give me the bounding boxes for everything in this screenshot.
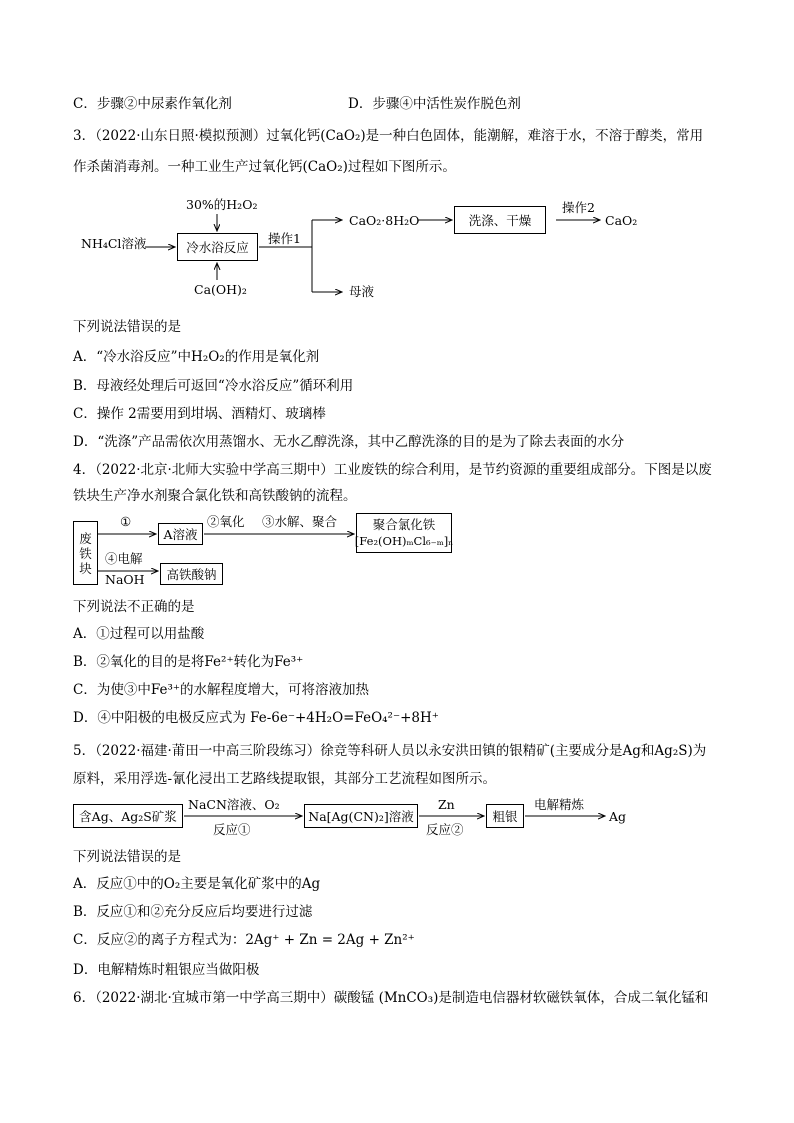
q3-flow-nh4cl: NH₄Cl溶液 [81, 236, 147, 251]
q4-flow-step1: ① [120, 514, 132, 529]
q5-flow-reaction2: 反应② [426, 822, 464, 837]
q3-stem-line1: 3．（2022·山东日照·模拟预测）过氧化钙(CaO₂)是一种白色固体，能潮解，难溶于水，不溶于醇类，常用 [73, 128, 704, 144]
q3-flow-final: CaO₂ [605, 213, 638, 228]
q4-flow-product-formula: [Fe₂(OH)ₘCl₆₋ₘ]ₙ [354, 534, 454, 548]
q3-option-c: C．操作 2需要用到坩埚、酒精灯、玻璃棒 [73, 406, 326, 422]
q5-option-a: A．反应①中的O₂主要是氧化矿浆中的Ag [73, 876, 321, 892]
q5-flow-ore: 含Ag、Ag₂S矿浆 [79, 809, 177, 824]
q5-question: 下列说法错误的是 [73, 849, 181, 865]
q5-flow-reagent2: Zn [438, 797, 455, 812]
q4-option-d: D．④中阳极的电极反应式为 Fe-6e⁻+4H₂O=FeO₄²⁻+8H⁺ [73, 710, 439, 726]
q5-flow-complex: Na[Ag(CN)₂]溶液 [308, 809, 414, 824]
q3-option-a: A．“冷水浴反应”中H₂O₂的作用是氧化剂 [73, 349, 320, 365]
q3-option-b: B．母液经处理后可返回“冷水浴反应”循环利用 [73, 378, 354, 394]
q4-option-c: C．为使③中Fe³⁺的水解程度增大，可将溶液加热 [73, 682, 369, 698]
q4-flow-ferrate: 高铁酸钠 [166, 567, 217, 582]
q3-flow-reactor: 冷水浴反应 [186, 240, 249, 255]
q5-flow-reagent1: NaCN溶液、O₂ [188, 797, 280, 812]
q4-stem-line2: 铁块生产净水剂聚合氯化铁和高铁酸钠的流程。 [73, 488, 357, 504]
q3-option-d: D．“洗涤”产品需依次用蒸馏水、无水乙醇洗涤，其中乙醇洗涤的目的是为了除去表面的水分 [73, 434, 625, 450]
q3-flow-wash: 洗涤、干燥 [468, 213, 532, 228]
q5-option-d: D．电解精炼时粗银应当做阳极 [73, 962, 260, 978]
q4-flow-step2: ②氧化 [207, 514, 245, 529]
q5-stem-line2: 原料，采用浮选-氰化浸出工艺路线提取银，其部分工艺流程如图所示。 [73, 771, 497, 787]
q5-option-c: C．反应②的离子方程式为：2Ag⁺ + Zn = 2Ag + Zn²⁺ [73, 932, 415, 948]
q4-flow-a: A溶液 [163, 527, 198, 542]
q5-flow-crude: 粗银 [492, 809, 518, 824]
q4-option-a: A．①过程可以用盐酸 [73, 626, 205, 642]
q3-flow-op1: 操作1 [268, 231, 301, 246]
q3-question: 下列说法错误的是 [73, 319, 181, 335]
q5-option-b: B．反应①和②充分反应后均要进行过滤 [73, 904, 313, 920]
q4-flow-source: 废铁块 [79, 530, 92, 576]
q3-flow-caoh2: Ca(OH)₂ [194, 282, 247, 297]
q4-flow-product-name: 聚合氯化铁 [372, 517, 436, 532]
q4-flow-step3: ③水解、聚合 [262, 514, 338, 529]
q3-flow-h2o2: 30%的H₂O₂ [186, 197, 258, 212]
q5-flow-reaction1: 反应① [213, 822, 251, 837]
q4-flow-naoh: NaOH [105, 572, 145, 587]
q4-question: 下列说法不正确的是 [73, 599, 195, 615]
q3-flow-product1: CaO₂·8H₂O [349, 213, 420, 228]
q4-option-b: B．②氧化的目的是将Fe²⁺转化为Fe³⁺ [73, 654, 304, 670]
q4-stem-line1: 4．（2022·北京·北师大实验中学高三期中）工业废铁的综合利用，是节约资源的重要组成部分。下图是以废 [73, 462, 712, 478]
q6-stem-line1: 6．（2022·湖北·宜城市第一中学高三期中）碳酸锰 (MnCO₃)是制造电信器材软磁铁氧体，合成二氧化锰和 [73, 990, 709, 1006]
q4-flow-step4: ④电解 [105, 551, 143, 566]
q5-flow-product: Ag [609, 809, 627, 824]
q5-flow-refine: 电解精炼 [534, 797, 585, 812]
q3-stem-line2: 作杀菌消毒剂。一种工业生产过氧化钙(CaO₂)过程如下图所示。 [73, 159, 456, 175]
q3-flow-mother: 母液 [349, 284, 375, 299]
q2-option-d: D．步骤④中活性炭作脱色剂 [348, 96, 521, 112]
q5-stem-line1: 5．（2022·福建·莆田一中高三阶段练习）徐竞等科研人员以永安洪田镇的银精矿(主要成分是Ag和Ag₂S)为 [73, 743, 707, 759]
q2-option-c: C．步骤②中尿素作氧化剂 [73, 96, 232, 112]
q3-flow-op2: 操作2 [562, 200, 595, 215]
